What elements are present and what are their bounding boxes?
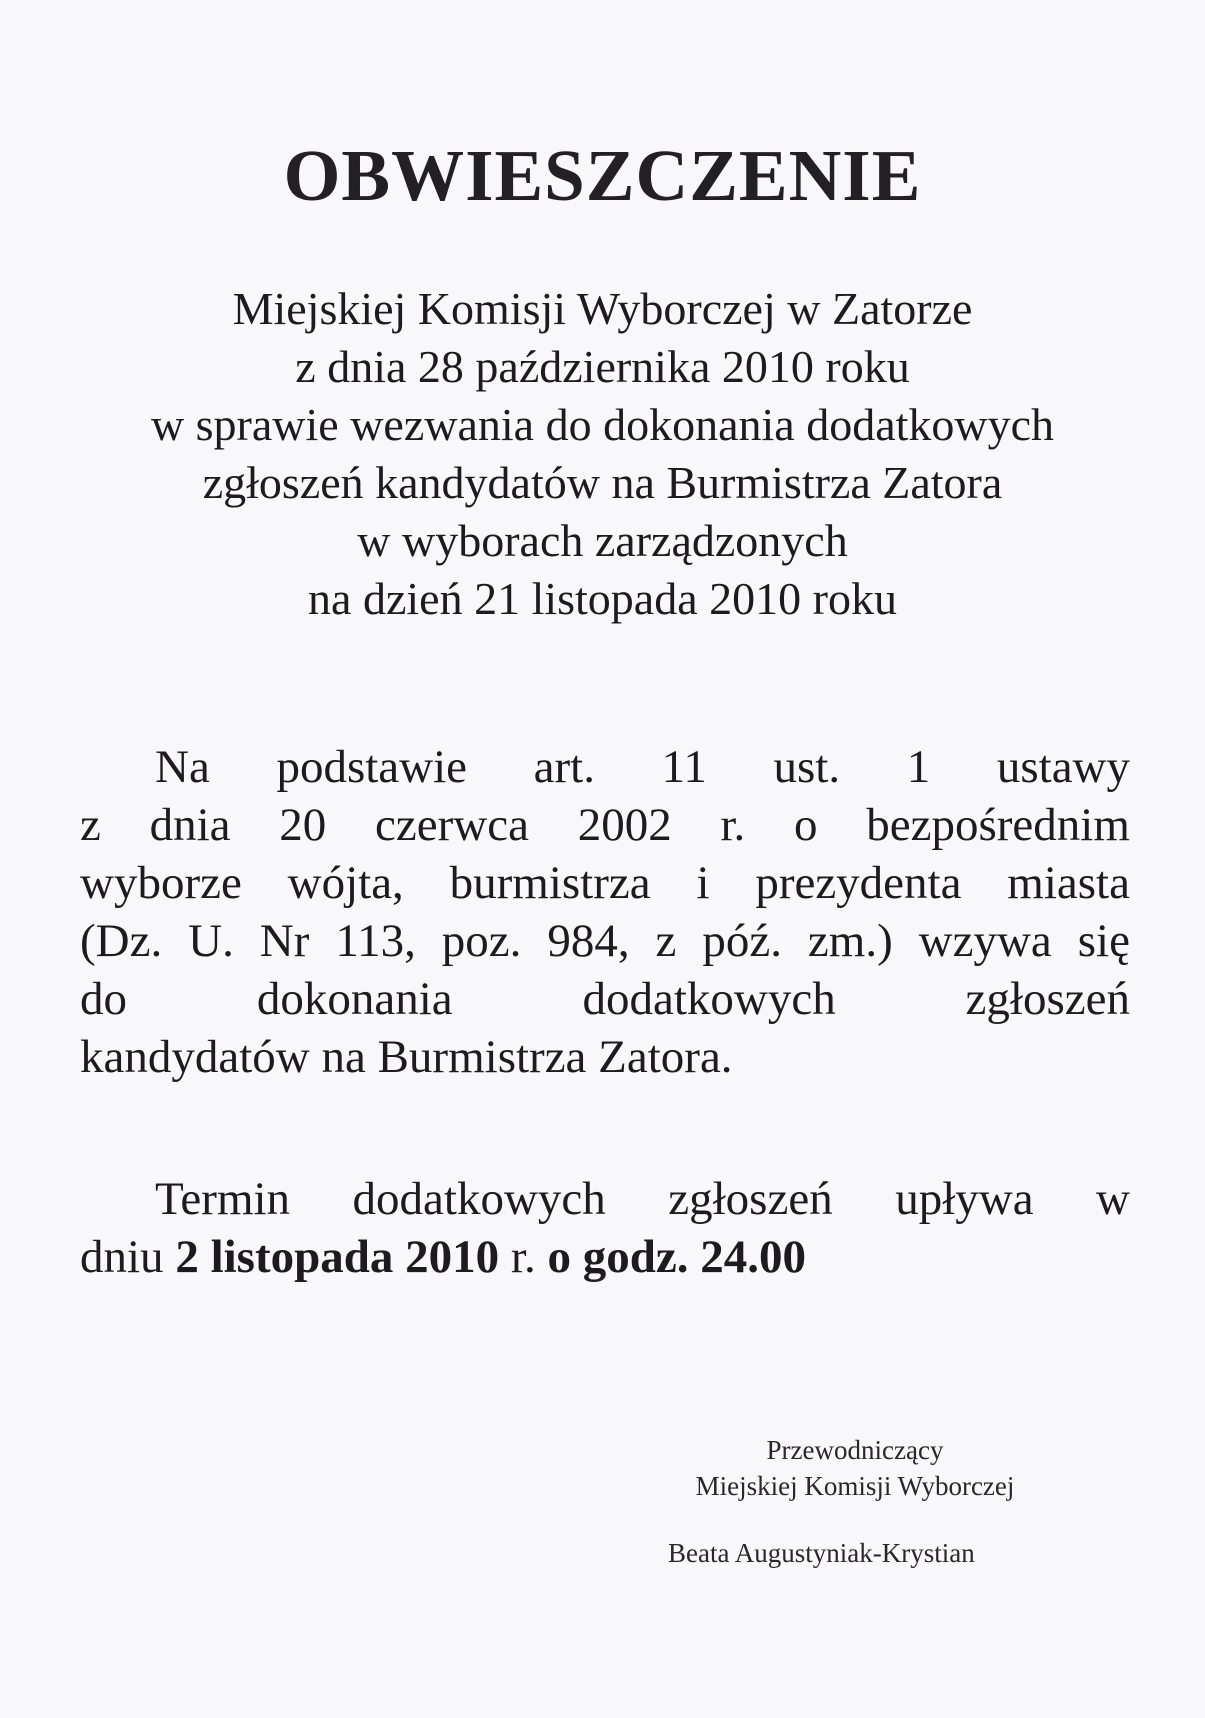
legal-basis-paragraph: [80, 738, 1130, 1086]
paragraph-line: [80, 970, 1130, 1028]
word: zgłoszeń: [965, 973, 1130, 1025]
paragraph-line: [80, 1170, 1130, 1228]
word: zgłoszeń: [668, 1173, 833, 1225]
word: bezpośrednim: [866, 799, 1130, 851]
word: ust.: [773, 741, 841, 793]
deadline-paragraph: [80, 1170, 1130, 1286]
word: 1: [906, 741, 931, 793]
subtitle-line: z dnia 28 października 2010 roku: [295, 341, 910, 392]
word: z: [655, 915, 677, 967]
word: czerwca: [375, 799, 529, 851]
word: do: [80, 973, 127, 1025]
word: upływa: [895, 1173, 1034, 1225]
signature-role: Przewodniczący: [766, 1435, 944, 1465]
word: z: [80, 799, 101, 851]
word: dokonania: [256, 973, 453, 1025]
word: art.: [533, 741, 595, 793]
subtitle-line: zgłoszeń kandydatów na Burmistrza Zatora: [202, 457, 1003, 508]
subtitle-line: Miejskiej Komisji Wyborczej w Zatorze: [232, 283, 973, 334]
word: dnia: [149, 799, 231, 851]
deadline-date: 2 listopada 2010: [175, 1231, 500, 1283]
word: 984,: [547, 915, 630, 967]
word: burmistrza: [449, 857, 651, 909]
word: miasta: [1007, 857, 1130, 909]
paragraph-line: [80, 854, 1130, 912]
deadline-line: [80, 1228, 1130, 1286]
paragraph-line: [80, 796, 1130, 854]
word: dodatkowych: [352, 1173, 606, 1225]
subtitle-line: w wyborach zarządzonych: [357, 515, 848, 566]
document-subtitle: [60, 280, 1145, 628]
word: podstawie: [276, 741, 468, 793]
deadline-prefix: dniu: [80, 1231, 176, 1283]
word: r.: [720, 799, 746, 851]
word: 11: [661, 741, 707, 793]
word: w: [1096, 1173, 1130, 1225]
word: U.: [188, 915, 234, 967]
deadline-mid: r.: [499, 1231, 548, 1283]
document-title: OBWIESZCZENIE: [283, 135, 922, 216]
word: ustawy: [996, 741, 1130, 793]
word: o: [794, 799, 818, 851]
signer-name: Beata Augustyniak-Krystian: [668, 1538, 975, 1568]
subtitle-line: na dzień 21 listopada 2010 roku: [308, 573, 897, 624]
word: wójta,: [287, 857, 404, 909]
word: Termin: [155, 1173, 291, 1225]
signature-body: Miejskiej Komisji Wyborczej: [695, 1471, 1015, 1501]
word: 20: [279, 799, 327, 851]
signature-block: [660, 1432, 1050, 1504]
word: wyborze: [80, 857, 242, 909]
word: i: [696, 857, 710, 909]
word: 2002: [577, 799, 672, 851]
word: wzywa: [918, 915, 1052, 967]
word: poz.: [441, 915, 522, 967]
deadline-time: o godz. 24.00: [547, 1231, 806, 1283]
paragraph-line: kandydatów na Burmistrza Zatora.: [80, 1031, 733, 1083]
word: (Dz.: [80, 915, 163, 967]
word: się: [1077, 915, 1130, 967]
word: Na: [155, 741, 210, 793]
word: zm.): [807, 915, 893, 967]
word: prezydenta: [755, 857, 962, 909]
paragraph-line: [80, 738, 1130, 796]
word: Nr: [259, 915, 310, 967]
word: 113,: [335, 915, 416, 967]
subtitle-line: w sprawie wezwania do dokonania dodatkowych: [150, 399, 1055, 450]
word: póź.: [702, 915, 782, 967]
paragraph-line: [80, 912, 1130, 970]
word: dodatkowych: [582, 973, 836, 1025]
